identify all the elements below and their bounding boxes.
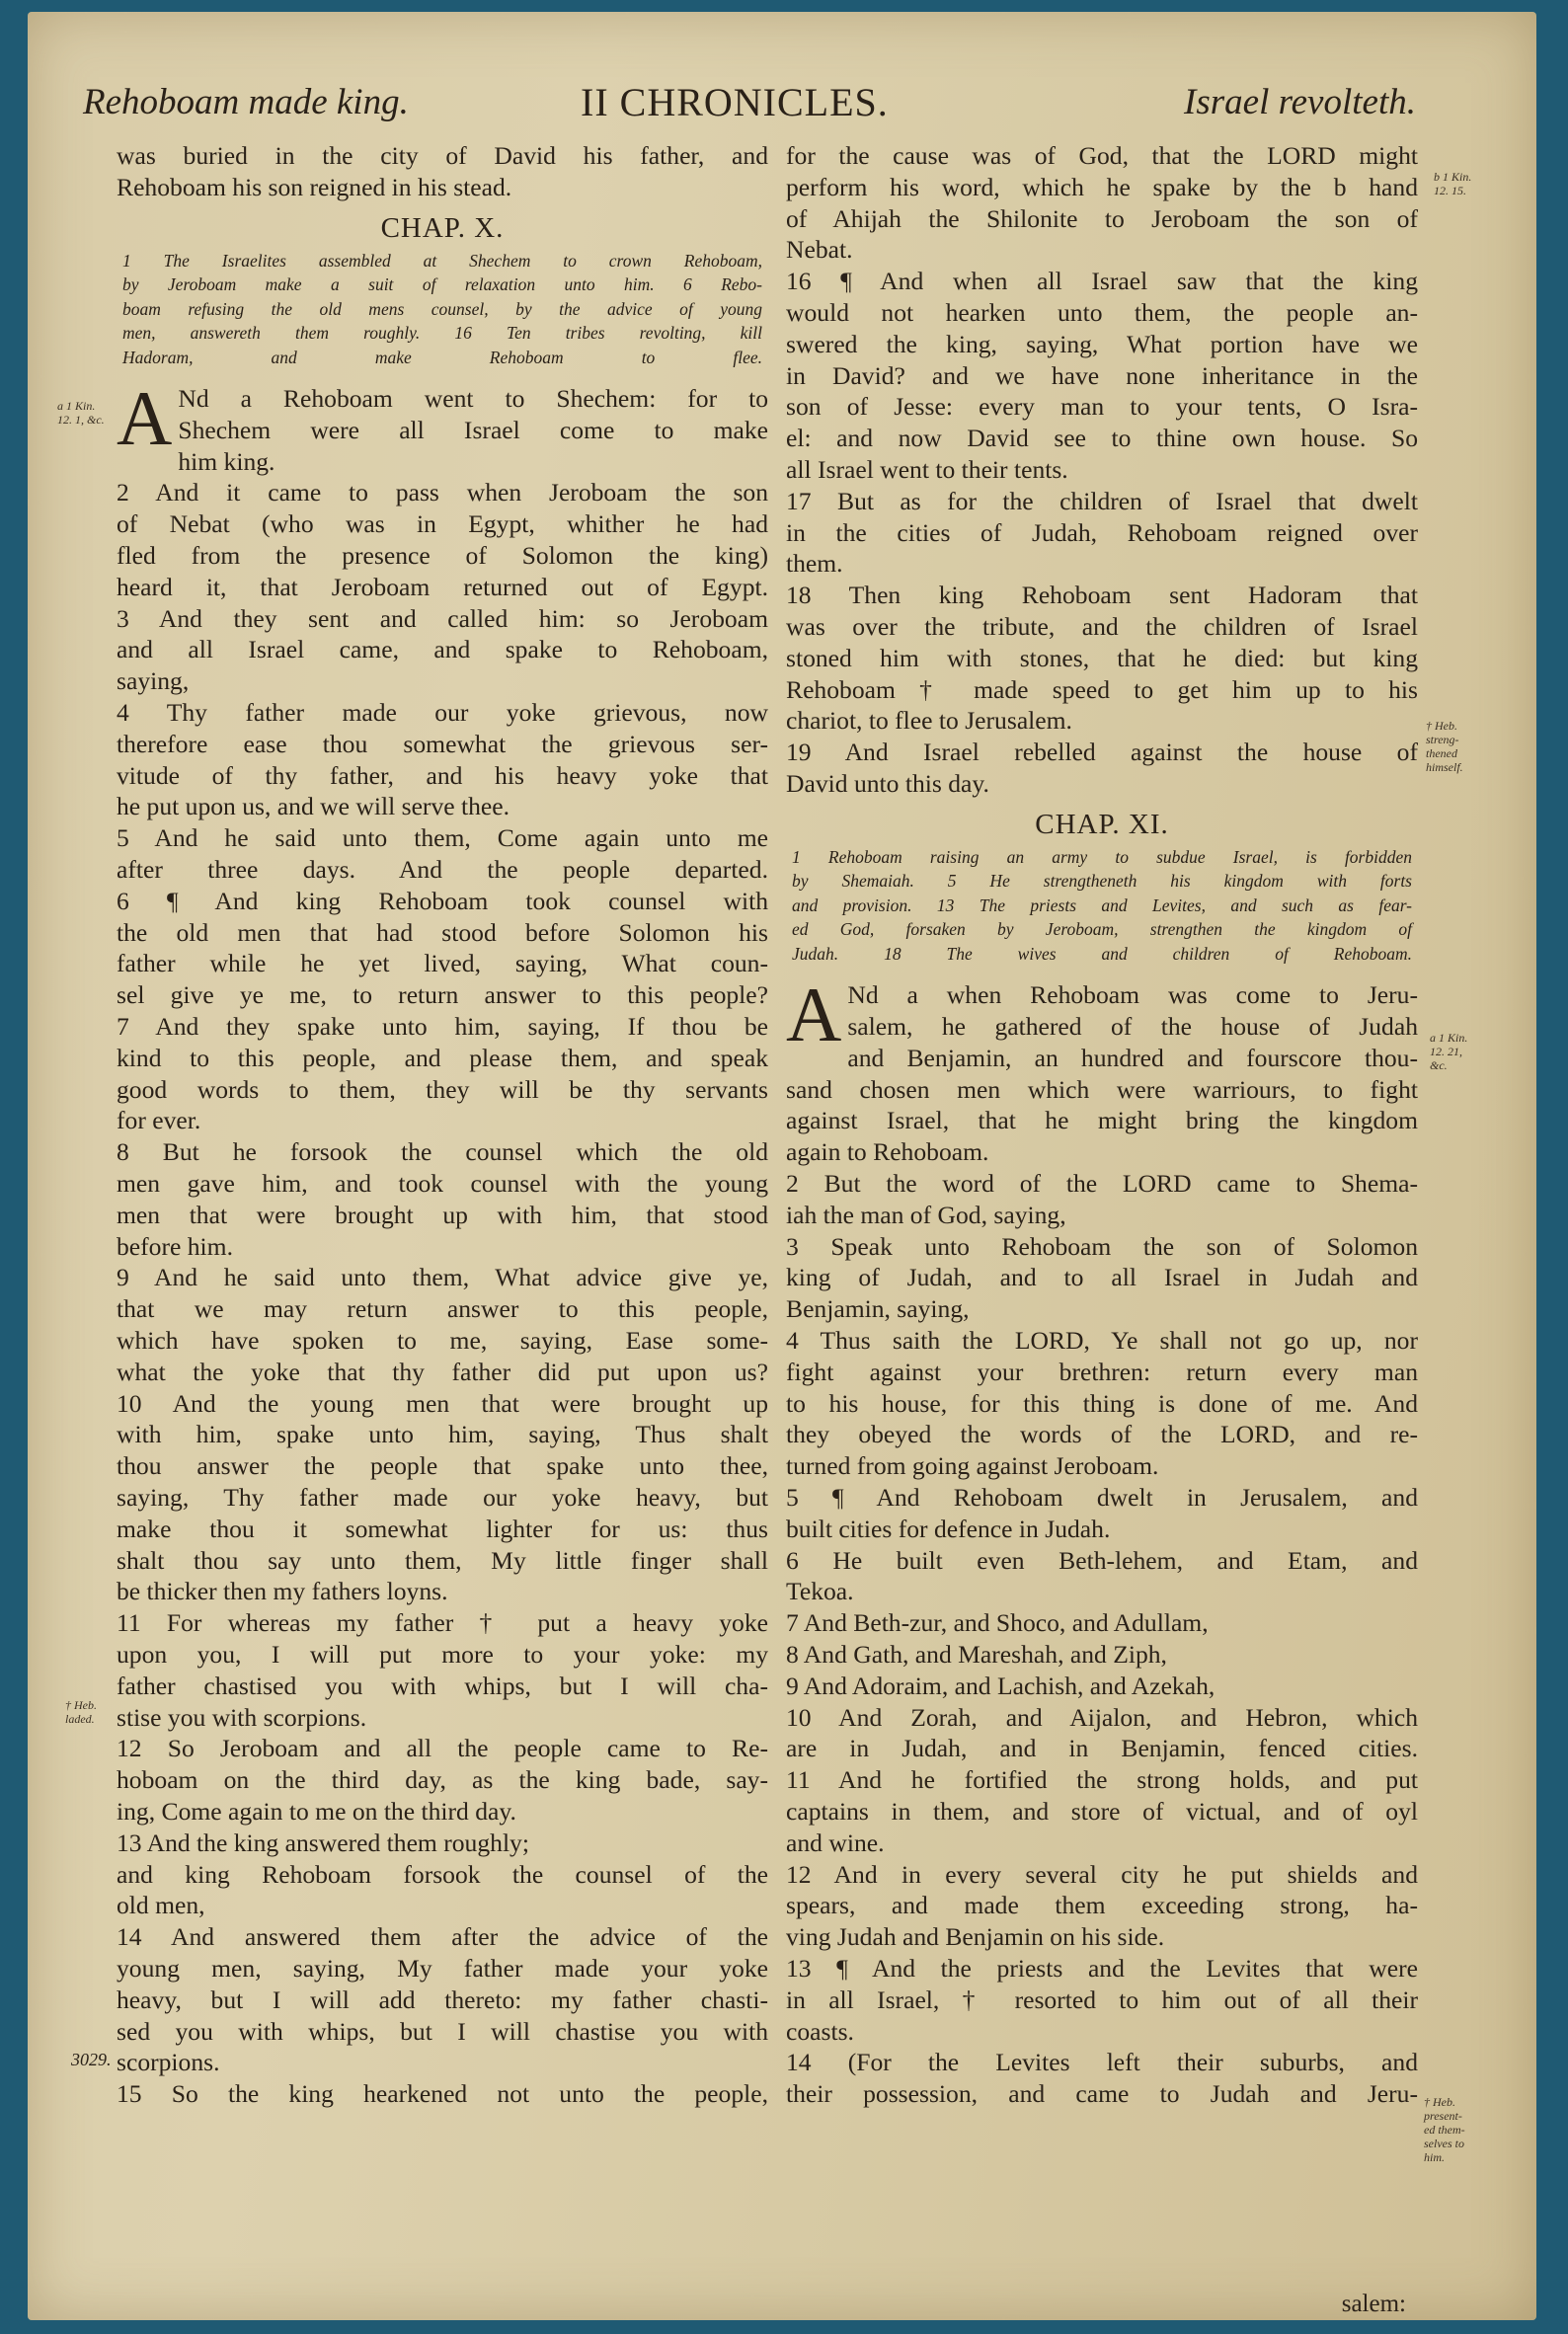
- text-line: in the cities of Judah, Rehoboam reigned over: [786, 517, 1418, 547]
- margin-note-1kings-12-1: a 1 Kin. 12. 1, &c.: [57, 399, 105, 427]
- text-line: 12 And in every several city he put shields and: [786, 1859, 1418, 1889]
- text-line: fled from the presence of Solomon the king): [117, 541, 768, 571]
- text-line: him king.: [178, 446, 275, 476]
- text-line: for the cause was of God, that the LORD might: [786, 141, 1418, 170]
- text-line: he put upon us, and we will serve thee.: [117, 792, 510, 821]
- text-line: are in Judah, and in Benjamin, fenced cities.: [786, 1734, 1418, 1763]
- text-line: Nd a Rehoboam went to Shechem: for to: [178, 384, 768, 414]
- text-line: father chastised you with whips, but I will cha-: [117, 1671, 768, 1700]
- text-line: which have spoken to me, saying, Ease some-: [117, 1326, 768, 1355]
- text-line: against Israel, that he might bring the kingdom: [786, 1106, 1418, 1135]
- right-column-top-lines: [786, 140, 1418, 800]
- text-line: shalt thou say unto them, My little finger shall: [117, 1545, 768, 1575]
- text-line: young men, saying, My father made your yoke: [117, 1953, 768, 1983]
- summary-line: by Shemaiah. 5 He strengtheneth his kingdom with forts: [792, 871, 1412, 892]
- right-column: [786, 140, 1418, 2110]
- text-line: 11 And he fortified the strong holds, and put: [786, 1765, 1418, 1795]
- margin-note-heb-strengthened: † Heb. streng- thened himself.: [1426, 719, 1463, 774]
- text-line: el: and now David see to thine own house. So: [786, 424, 1418, 453]
- text-line: 6 He built even Beth-lehem, and Etam, and: [786, 1545, 1418, 1575]
- margin-note-heb-presented: † Heb. present- ed them- selves to him.: [1424, 2095, 1465, 2164]
- summary-line: 1 The Israelites assembled at Shechem to crown Rehoboam,: [122, 250, 762, 271]
- text-line: old men,: [117, 1891, 205, 1920]
- text-line: 18 Then king Rehoboam sent Hadoram that: [786, 581, 1418, 610]
- left-column-top-lines: [117, 140, 768, 203]
- catchword: salem:: [1341, 2291, 1406, 2317]
- text-line: vitude of thy father, and his heavy yoke that: [117, 760, 768, 790]
- text-line: Rehoboam † made speed to get him up to his: [786, 674, 1418, 704]
- text-line: David unto this day.: [786, 768, 989, 798]
- text-line: and wine.: [786, 1828, 885, 1857]
- summary-line: Judah. 18 The wives and children of Rehoboam.: [792, 943, 1412, 964]
- text-line: them.: [786, 549, 843, 579]
- text-line: son of Jesse: every man to your tents, O Isra-: [786, 392, 1418, 422]
- text-line: sand chosen men which were warriours, to fight: [786, 1074, 1418, 1104]
- text-line: heavy, but I will add thereto: my father chasti-: [117, 1984, 768, 2014]
- text-line: 10 And the young men that were brought up: [117, 1388, 768, 1418]
- text-line: sel give ye me, to return answer to this people?: [117, 980, 768, 1010]
- text-line: 8 And Gath, and Mareshah, and Ziph,: [786, 1639, 1167, 1669]
- chapter-x-summary: [117, 249, 768, 370]
- text-line: upon you, I will put more to your yoke: my: [117, 1639, 768, 1669]
- text-line: that we may return answer to this people,: [117, 1294, 768, 1324]
- text-line: turned from going against Jeroboam.: [786, 1451, 1159, 1481]
- text-line: men gave him, and took counsel with the young: [117, 1169, 768, 1199]
- summary-line: ed God, forsaken by Jeroboam, strengthen the kingdom of: [792, 919, 1412, 940]
- text-line: men that were brought up with him, that stood: [117, 1200, 768, 1229]
- running-head-right: Israel revolteth.: [1184, 82, 1416, 122]
- text-line: 13 ¶ And the priests and the Levites that were: [786, 1953, 1418, 1983]
- text-line: would not hearken unto them, the people an-: [786, 297, 1418, 327]
- text-line: of Ahijah the Shilonite to Jeroboam the son of: [786, 203, 1418, 233]
- text-line: therefore ease thou somewhat the grievous ser-: [117, 729, 768, 758]
- text-line: thou answer the people that spake unto thee,: [117, 1451, 768, 1481]
- text-line: and king Rehoboam forsook the counsel of the: [117, 1859, 768, 1889]
- text-line: 14 And answered them after the advice of the: [117, 1922, 768, 1952]
- text-line: to his house, for this thing is done of me. And: [786, 1388, 1418, 1418]
- text-line: Nebat.: [786, 235, 853, 265]
- text-line: 4 Thy father made our yoke grievous, now: [117, 698, 768, 728]
- text-line: fight against your brethren: return every man: [786, 1357, 1418, 1386]
- text-line: 17 But as for the children of Israel that dwelt: [786, 486, 1418, 515]
- drop-cap: A: [786, 972, 842, 1058]
- text-line: spears, and made them exceeding strong, ha-: [786, 1891, 1418, 1920]
- chapter-heading-xi: CHAP. XI.: [1035, 808, 1169, 840]
- text-line: 5 And he said unto them, Come again unto me: [117, 823, 768, 853]
- text-line: their possession, and came to Judah and Jeru-: [786, 2079, 1418, 2109]
- text-line: 9 And he said unto them, What advice give ye,: [117, 1263, 768, 1292]
- text-line: 14 (For the Levites left their suburbs, and: [786, 2048, 1418, 2077]
- margin-note-1kings-12-21: a 1 Kin. 12. 21, &c.: [1430, 1031, 1468, 1072]
- text-line: 6 ¶ And king Rehoboam took counsel with: [117, 886, 768, 915]
- text-line: ing, Come again to me on the third day.: [117, 1796, 516, 1826]
- text-line: be thicker then my fathers loyns.: [117, 1577, 448, 1606]
- chapter-xi-summary: [786, 845, 1418, 967]
- text-line: 12 So Jeroboam and all the people came to Re-: [117, 1734, 768, 1763]
- text-line: was buried in the city of David his father, and: [117, 141, 768, 170]
- text-line: for ever.: [117, 1106, 201, 1135]
- summary-line: 1 Rehoboam raising an army to subdue Israel, is forbidden: [792, 846, 1412, 867]
- text-line: 15 So the king hearkened not unto the people,: [117, 2079, 768, 2109]
- summary-line: and provision. 13 The priests and Levites, and such as fear-: [792, 895, 1412, 915]
- text-line: salem, he gathered of the house of Judah: [847, 1012, 1418, 1042]
- text-line: what the yoke that thy father did put upon us?: [117, 1357, 768, 1386]
- text-line: 11 For whereas my father † put a heavy yoke: [117, 1608, 768, 1638]
- text-line: was over the tribute, and the children of Israel: [786, 611, 1418, 641]
- text-line: 3 And they sent and called him: so Jeroboam: [117, 603, 768, 633]
- text-line: stise you with scorpions.: [117, 1702, 367, 1732]
- text-line: after three days. And the people departed.: [117, 855, 768, 885]
- text-line: sed you with whips, but I will chastise you with: [117, 2016, 768, 2046]
- summary-line: by Jeroboam make a suit of relaxation unto him. 6 Rebo-: [122, 274, 762, 295]
- text-line: 9 And Adoraim, and Lachish, and Azekah,: [786, 1671, 1215, 1700]
- text-line: all Israel went to their tents.: [786, 454, 1068, 484]
- text-line: saying, Thy father made our yoke heavy, but: [117, 1482, 768, 1512]
- text-line: 10 And Zorah, and Aijalon, and Hebron, which: [786, 1702, 1418, 1732]
- text-line: in David? and we have none inheritance in the: [786, 360, 1418, 390]
- text-line: of Nebat (who was in Egypt, whither he had: [117, 509, 768, 539]
- folio-number: 3029.: [71, 2050, 112, 2069]
- text-line: 4 Thus saith the LORD, Ye shall not go up, nor: [786, 1326, 1418, 1355]
- text-line: iah the man of God, saying,: [786, 1200, 1066, 1229]
- text-line: 5 ¶ And Rehoboam dwelt in Jerusalem, and: [786, 1482, 1418, 1512]
- text-line: the old men that had stood before Solomon his: [117, 917, 768, 947]
- left-column: [117, 140, 768, 2110]
- text-line: Rehoboam his son reigned in his stead.: [117, 172, 512, 201]
- text-line: chariot, to flee to Jerusalem.: [786, 706, 1072, 736]
- text-line: 2 But the word of the LORD came to Shema-: [786, 1169, 1418, 1199]
- text-line: 16 ¶ And when all Israel saw that the king: [786, 267, 1418, 296]
- running-head-book-title: II CHRONICLES.: [581, 80, 889, 124]
- text-line: coasts.: [786, 2016, 854, 2046]
- text-line: 3 Speak unto Rehoboam the son of Solomon: [786, 1231, 1418, 1261]
- text-line: scorpions.: [117, 2048, 220, 2077]
- right-column-body: [786, 1043, 1418, 2110]
- text-line: captains in them, and store of victual, and of oyl: [786, 1796, 1418, 1826]
- text-line: heard it, that Jeroboam returned out of Egypt.: [117, 572, 768, 601]
- text-line: 7 And Beth-zur, and Shoco, and Adullam,: [786, 1608, 1209, 1638]
- text-line: and all Israel came, and spake to Rehoboam,: [117, 635, 768, 664]
- text-line: they obeyed the words of the LORD, and re-: [786, 1420, 1418, 1449]
- text-line: kind to this people, and please them, and speak: [117, 1043, 768, 1072]
- summary-line: Hadoram, and make Rehoboam to flee.: [122, 347, 762, 367]
- text-line: stoned him with stones, that he died: but king: [786, 643, 1418, 672]
- text-line: father while he yet lived, saying, What coun-: [117, 949, 768, 978]
- text-line: Nd a when Rehoboam was come to Jeru-: [847, 980, 1418, 1010]
- text-line: with him, spake unto him, saying, Thus shalt: [117, 1420, 768, 1449]
- text-line: built cities for defence in Judah.: [786, 1514, 1111, 1543]
- chapter-heading-x: CHAP. X.: [380, 211, 505, 244]
- text-line: king of Judah, and to all Israel in Judah and: [786, 1263, 1418, 1292]
- text-line: good words to them, they will be thy servants: [117, 1074, 768, 1104]
- text-line: before him.: [117, 1231, 233, 1261]
- margin-note-heb-laded: † Heb. laded.: [65, 1698, 97, 1726]
- text-line: 8 But he forsook the counsel which the old: [117, 1137, 768, 1167]
- summary-line: men, answereth them roughly. 16 Ten tribes revolting, kill: [122, 323, 762, 344]
- text-line: Benjamin, saying,: [786, 1294, 970, 1324]
- text-line: hoboam on the third day, as the king bade, say-: [117, 1765, 768, 1795]
- text-line: swered the king, saying, What portion have we: [786, 329, 1418, 358]
- text-line: and Benjamin, an hundred and fourscore thou-: [847, 1043, 1418, 1072]
- text-line: 7 And they spake unto him, saying, If thou be: [117, 1012, 768, 1042]
- text-line: Tekoa.: [786, 1577, 854, 1606]
- text-line: saying,: [117, 666, 190, 696]
- text-line: perform his word, which he spake by the b hand: [786, 172, 1418, 201]
- summary-line: boam refusing the old mens counsel, by the advice of young: [122, 298, 762, 319]
- text-line: 2 And it came to pass when Jeroboam the son: [117, 478, 768, 507]
- text-line: 13 And the king answered them roughly;: [117, 1828, 529, 1857]
- running-head-left: Rehoboam made king.: [83, 82, 409, 122]
- text-line: Shechem were all Israel come to make: [178, 415, 768, 444]
- book-page: [28, 12, 1536, 2320]
- text-line: in all Israel, † resorted to him out of all their: [786, 1984, 1418, 2014]
- text-line: again to Rehoboam.: [786, 1137, 989, 1167]
- drop-cap: A: [117, 375, 173, 462]
- margin-note-1kings-12-15: b 1 Kin. 12. 15.: [1434, 170, 1472, 197]
- text-line: 19 And Israel rebelled against the house of: [786, 738, 1418, 767]
- text-line: ving Judah and Benjamin on his side.: [786, 1922, 1165, 1952]
- left-column-body: [117, 446, 768, 2110]
- text-line: make thou it somewhat lighter for us: thus: [117, 1514, 768, 1543]
